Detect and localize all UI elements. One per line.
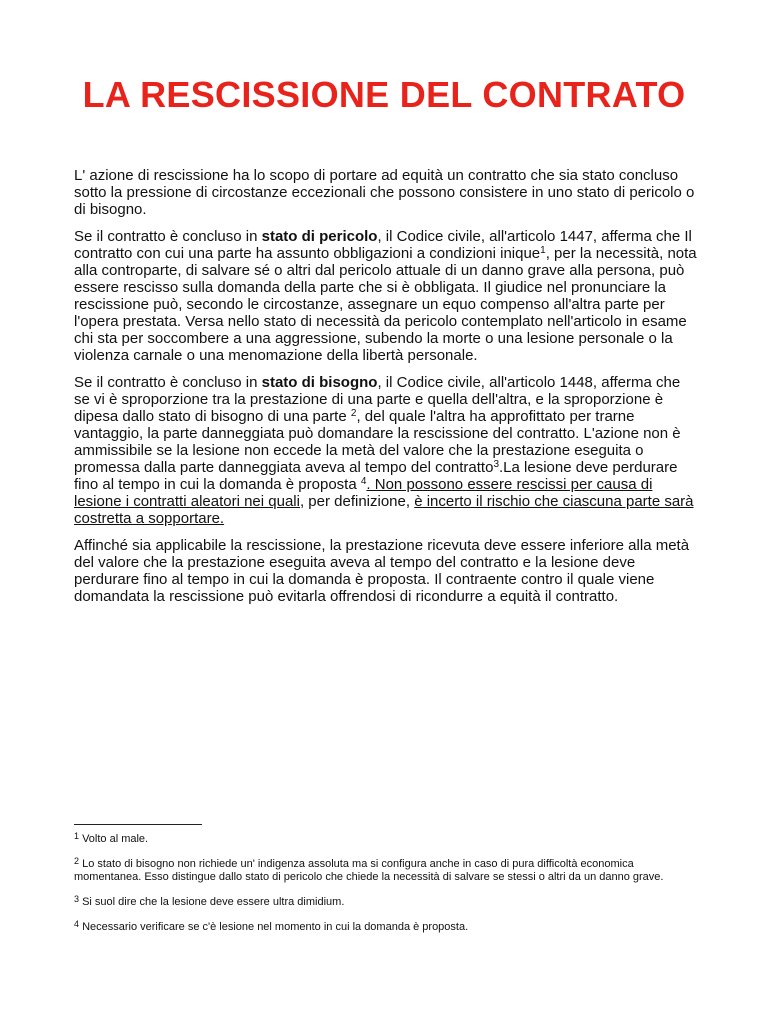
text-run: , il Codice civile, all'articolo 1448, afferma che se vi è sproporzione tra la prestazione di una parte e quella dell'altra, e la sproporzione è dipesa dallo stato di bisogno di una parte [74, 374, 681, 425]
footnote-number: 1 [74, 831, 80, 841]
footnote-number: 4 [74, 919, 80, 929]
paragraph-stato-di-pericolo [74, 228, 698, 364]
underlined-text: è incerto il rischio che ciascuna parte sarà costretta a sopportare. [74, 493, 694, 527]
paragraph-intro: L' azione di rescissione ha lo scopo di portare ad equità un contratto che sia stato concluso sotto la pressione di circostanze eccezionali che possono consistere in uno stato di pericolo o di bisogno. [74, 167, 695, 218]
footnote-2 [74, 858, 694, 884]
footnote-number: 3 [74, 894, 80, 904]
underlined-text: . Non possono essere rescissi per causa di lesione i contratti aleatori nei quali [74, 476, 653, 510]
footnote-1 [74, 833, 694, 846]
text-run: Se il contratto è concluso in [74, 374, 262, 391]
text-run: , del quale l'altra ha approfittato per trarne vantaggio, la parte danneggiata può domandare la rescissione del contratto. L'azione non è ammissibile se la lesione non eccede la metà del valore che la prestazione eseguita o promessa dalla parte danneggiata aveva al tempo del contratto [74, 408, 681, 476]
bold-term-stato-di-bisogno: stato di bisogno [261, 374, 378, 391]
footnote-ref-2[interactable]: 2 [350, 408, 357, 419]
document-body [74, 167, 698, 615]
footnotes [74, 833, 694, 946]
text-run: .La lesione deve perdurare fino al tempo in cui la domanda è proposta [74, 459, 678, 493]
footnote-divider [74, 824, 202, 825]
page-title: LA RESCISSIONE DEL CONTRATO [82, 74, 686, 115]
footnote-text: Lo stato di bisogno non richiede un' indigenza assoluta ma si configura anche in caso di pura difficoltà economica momentanea. Esso distingue dallo stato di pericolo che chiede la necessità di salvare se stessi o altri da un danno grave. [74, 858, 664, 883]
text-run: , per la necessità, nota alla controparte, di salvare sé o altri dal pericolo attuale di un danno grave alla persona, può essere rescisso sulla domanda della parte che si è obbligata. Il giudice nel pronunciare la rescissione può, secondo le circostanze, assegnare un equo compenso all'altra parte per l'opera prestata. Versa nello stato di necessità da pericolo contemplato nell'articolo in esame chi sta per soccombere a una aggressione, subendo la morte o una lesione personale o la violenza carnale o una menomazione della libertà personale. [74, 245, 697, 364]
footnote-ref-4[interactable]: 4 [360, 476, 367, 487]
bold-term-stato-di-pericolo: stato di pericolo [261, 228, 378, 245]
text-run: Se il contratto è concluso in [74, 228, 262, 245]
text-run: , il Codice civile, all'articolo 1447, afferma che Il contratto con cui una parte ha assunto obbligazioni a condizioni inique [74, 228, 692, 262]
footnote-4 [74, 921, 694, 934]
footnote-text: Necessario verificare se c'è lesione nel momento in cui la domanda è proposta. [79, 921, 469, 933]
footnote-text: Volto al male. [79, 833, 149, 845]
footnote-number: 2 [74, 856, 80, 866]
footnote-ref-3[interactable]: 3 [493, 459, 499, 470]
footnote-text: Si suol dire che la lesione deve essere ultra dimidium. [79, 896, 345, 908]
paragraph-stato-di-bisogno [74, 374, 698, 527]
paragraph-conclusion: Affinché sia applicabile la rescissione, la prestazione ricevuta deve essere inferiore alla metà del valore che la prestazione eseguita aveva al tempo del contratto e la lesione deve perdurare fino al tempo in cui la domanda è proposta. Il contraente contro il quale viene domandata la rescissione può evitarla offrendosi di ricondurre a equità il contratto. [74, 537, 690, 605]
footnote-ref-1[interactable]: 1 [540, 245, 546, 256]
text-run: , per definizione, [299, 493, 415, 510]
footnote-3 [74, 896, 694, 909]
